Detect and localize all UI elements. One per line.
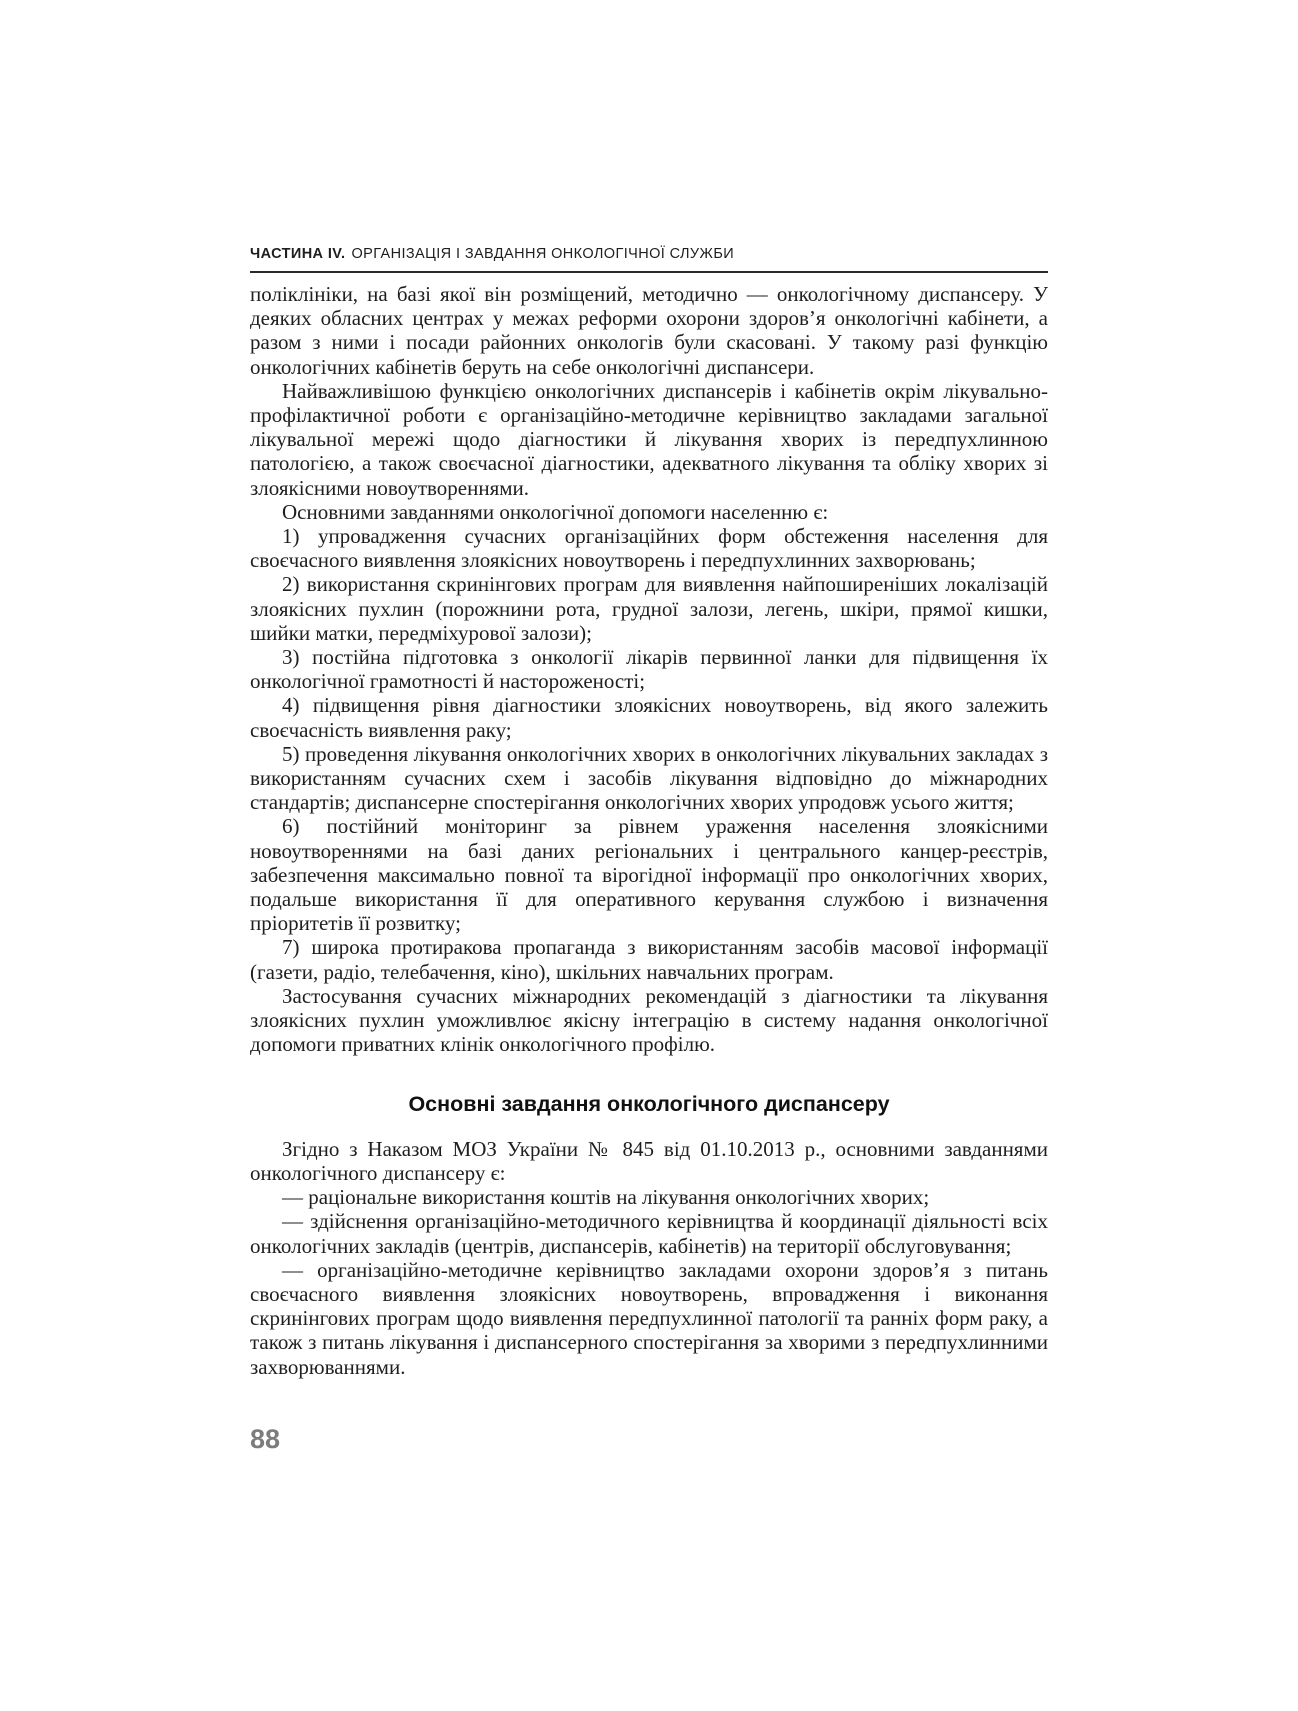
paragraph-12: Згідно з Наказом МОЗ України № 845 від 01.10.2013 р., основними завданнями онкологічного диспансеру є: [250,1136,1048,1185]
paragraph-7: 4) підвищення рівня діагностики злоякісних новоутворень, від якого залежить своєчасність виявлення раку; [250,693,1048,742]
paragraph-4: 1) упровадження сучасних організаційних форм обстеження населення для своєчасного виявлення злоякісних новоутворень і передпухлинних захворювань; [250,524,1048,573]
header-rule [250,271,1048,273]
running-head-part: ЧАСТИНА IV. [250,246,346,262]
paragraph-13: — раціональне використання коштів на лікування онкологічних хворих; [282,1185,930,1210]
paragraph-10: 7) широка протиракова пропаганда з використанням засобів масової інформації (газети, радіо, телебачення, кіно), шкільних навчальних програм. [250,935,1048,984]
page-number: 88 [250,1424,281,1454]
paragraph-9: 6) постійний моніторинг за рівнем ураження населення злоякісними новоутвореннями на базі даних регіональних і центрального канцер-реєстрів, забезпечення максимально повної та вірогідної інформації про онкологічних хворих, подальше використання її для оперативного керування службою і визначення пріоритетів її розвитку; [250,814,1048,936]
paragraph-11: Застосування сучасних міжнародних рекомендацій з діагностики та лікування злоякісних пухлин уможливлює якісну інтеграцію в систему надання онкологічної допомоги приватних клінік онкологічного профілю. [250,983,1048,1057]
body-text [250,282,1048,1379]
paragraph-6: 3) постійна підготовка з онкології лікарів первинної ланки для підвищення їх онкологічної грамотності й настороженості; [250,645,1048,694]
paragraph-2: Найважливішою функцією онкологічних диспансерів і кабінетів окрім лікувально-профілактичної роботи є організаційно-методичне керівництво закладами загальної лікувальної мережі щодо діагностики й лікування хворих із передпухлинною патологією, а також своєчасної діагностики, адекватного лікування та обліку хворих зі злоякісними новоутвореннями. [250,378,1048,500]
paragraph-3: Основними завданнями онкологічної допомоги населенню є: [282,499,829,524]
section-heading: Основні завдання онкологічного диспансеру [408,1091,890,1116]
paragraph-5: 2) використання скринінгових програм для виявлення найпоширеніших локалізацій злоякісних пухлин (порожнини рота, грудної залози, легень, шкіри, прямої кишки, шийки матки, передміхурової залози); [250,572,1048,645]
paragraph-1: поліклініки, на базі якої він розміщений, методично — онкологічному диспансеру. У деяких обласних центрах у межах реформи охорони здоров’я онкологічні кабінети, а разом з ними і посади районних онкологів були скасовані. У такому разі функцію онкологічних кабінетів беруть на себе онкологічні диспансери. [250,282,1048,379]
running-head-title: ОРГАНІЗАЦІЯ І ЗАВДАННЯ ОНКОЛОГІЧНОЇ СЛУЖБИ [351,246,735,262]
paragraph-8: 5) проведення лікування онкологічних хворих в онкологічних лікувальних закладах з використанням сучасних схем і засобів лікування відповідно до міжнародних стандартів; диспансерне спостерігання онкологічних хворих упродовж усього життя; [250,741,1048,815]
paragraph-15: — організаційно-методичне керівництво закладами охорони здоров’я з питань своєчасного виявлення злоякісних новоутворень, впровадження і виконання скринінгових програм щодо виявлення передпухлинної патології та ранніх форм раку, а також з питань лікування і диспансерного спостерігання за хворими з передпухлинними захворюваннями. [250,1257,1048,1379]
running-head [250,246,1048,262]
paragraph-14: — здійснення організаційно-методичного керівництва й координації діяльності всіх онкологічних закладів (центрів, диспансерів, кабінетів) на території обслуговування; [250,1209,1048,1258]
